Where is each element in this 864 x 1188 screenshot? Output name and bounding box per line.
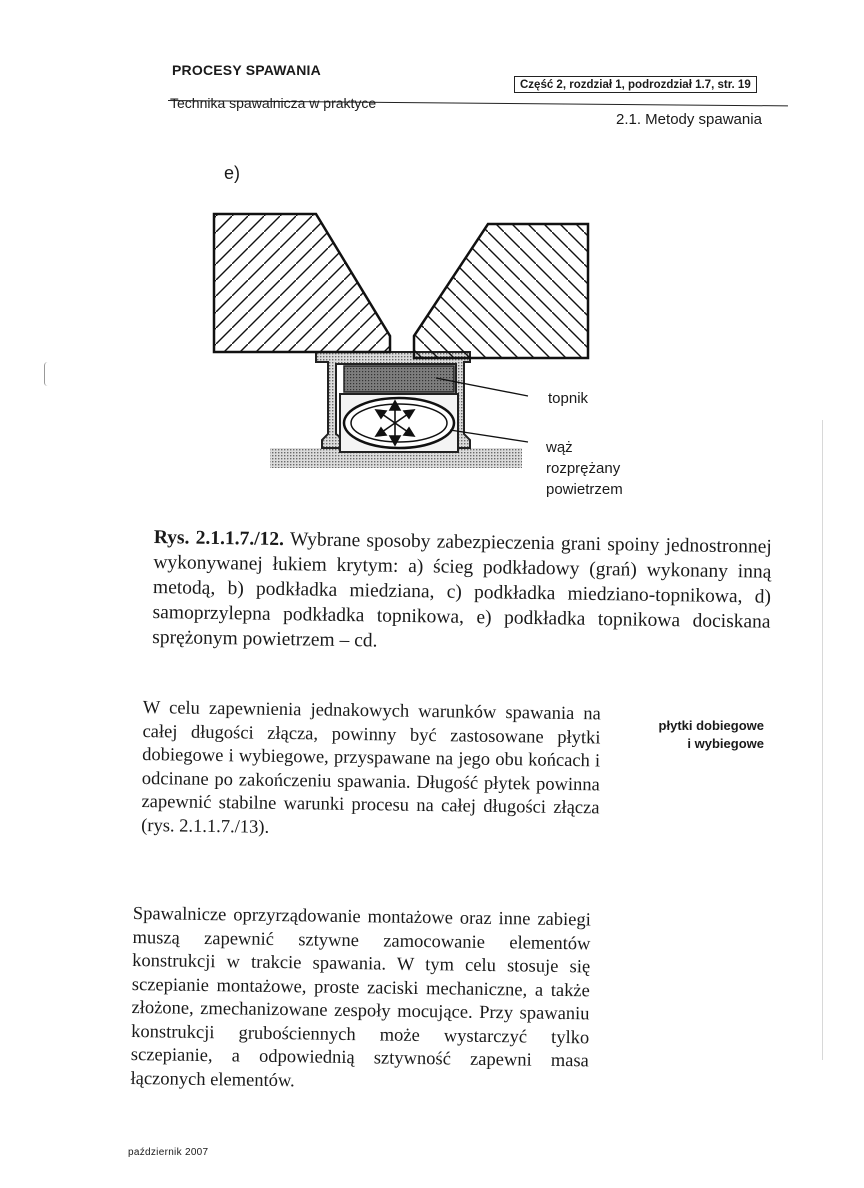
margin-keyword-line1: płytki dobiegowe [658, 718, 764, 733]
label-hose-line3: powietrzem [546, 481, 623, 498]
label-hose-line2: rozprężany [546, 460, 621, 477]
label-hose-line1: wąż [546, 439, 573, 456]
body-paragraph: W celu zapewnienia jednakowych warunków spawania na całej długości złącza, powinny być zastosowane płytki dobiegowe i wybiegowe, przyspawane na jego obu końcach i odcinane po zakończeniu spawania. Długość płytek powinna zapewnić stabilne warunki procesu na całej długości złącza (rys. 2.1.1.7./13). [141, 697, 601, 838]
margin-keyword [612, 717, 764, 753]
section-title: 2.1. Metody spawania [616, 111, 762, 128]
right-plate [414, 224, 588, 358]
flux-layer [344, 366, 454, 392]
pressure-chamber [340, 394, 458, 452]
left-plate [214, 214, 390, 352]
margin-keyword-line2: i wybiegowe [687, 736, 764, 751]
figure-panel-letter: e) [224, 163, 241, 183]
scan-artifact-edge [822, 420, 823, 1060]
chapter-reference-box: Część 2, rozdział 1, podrozdział 1.7, str. 19 [514, 76, 757, 93]
running-header-subtitle: Technika spawalnicza w praktyce [170, 95, 377, 111]
label-flux: topnik [548, 390, 589, 407]
running-header-title: PROCESY SPAWANIA [172, 62, 321, 78]
scan-artifact-mark [44, 362, 51, 386]
figure-caption [152, 525, 772, 660]
body-paragraph: Spawalnicze oprzyrządowanie montażowe oraz inne zabiegi muszą zapewnić sztywne zamocowanie elementów konstrukcji w trakcie spawania. W tym celu stosuje się sczepianie montażowe, proste zaciski mechaniczne, a także złożone, zmechanizowane zespoły mocujące. Przy spawaniu konstrukcji grubościennych może wystarczyć tylko sczepianie, a odpowiednią sztywność zapewni masa łączonych elementów. [130, 903, 591, 1091]
figure-weld-backing-diagram [200, 200, 660, 500]
caption-text: Wybrane sposoby zabezpieczenia grani spoiny jednostronnej wykonywanej łukiem krytym: a) ścieg podkładowy (grań) wykonany inną metodą, b) podkładka miedziana, c) podkładka miedziano-topnikowa, d) samoprzylepna podkładka topnikowa, e) podkładka topnikowa dociskana sprężonym powietrzem – cd. [152, 529, 772, 652]
page-footer-date: październik 2007 [128, 1147, 209, 1158]
caption-number: Rys. 2.1.1.7./12. [153, 526, 285, 551]
